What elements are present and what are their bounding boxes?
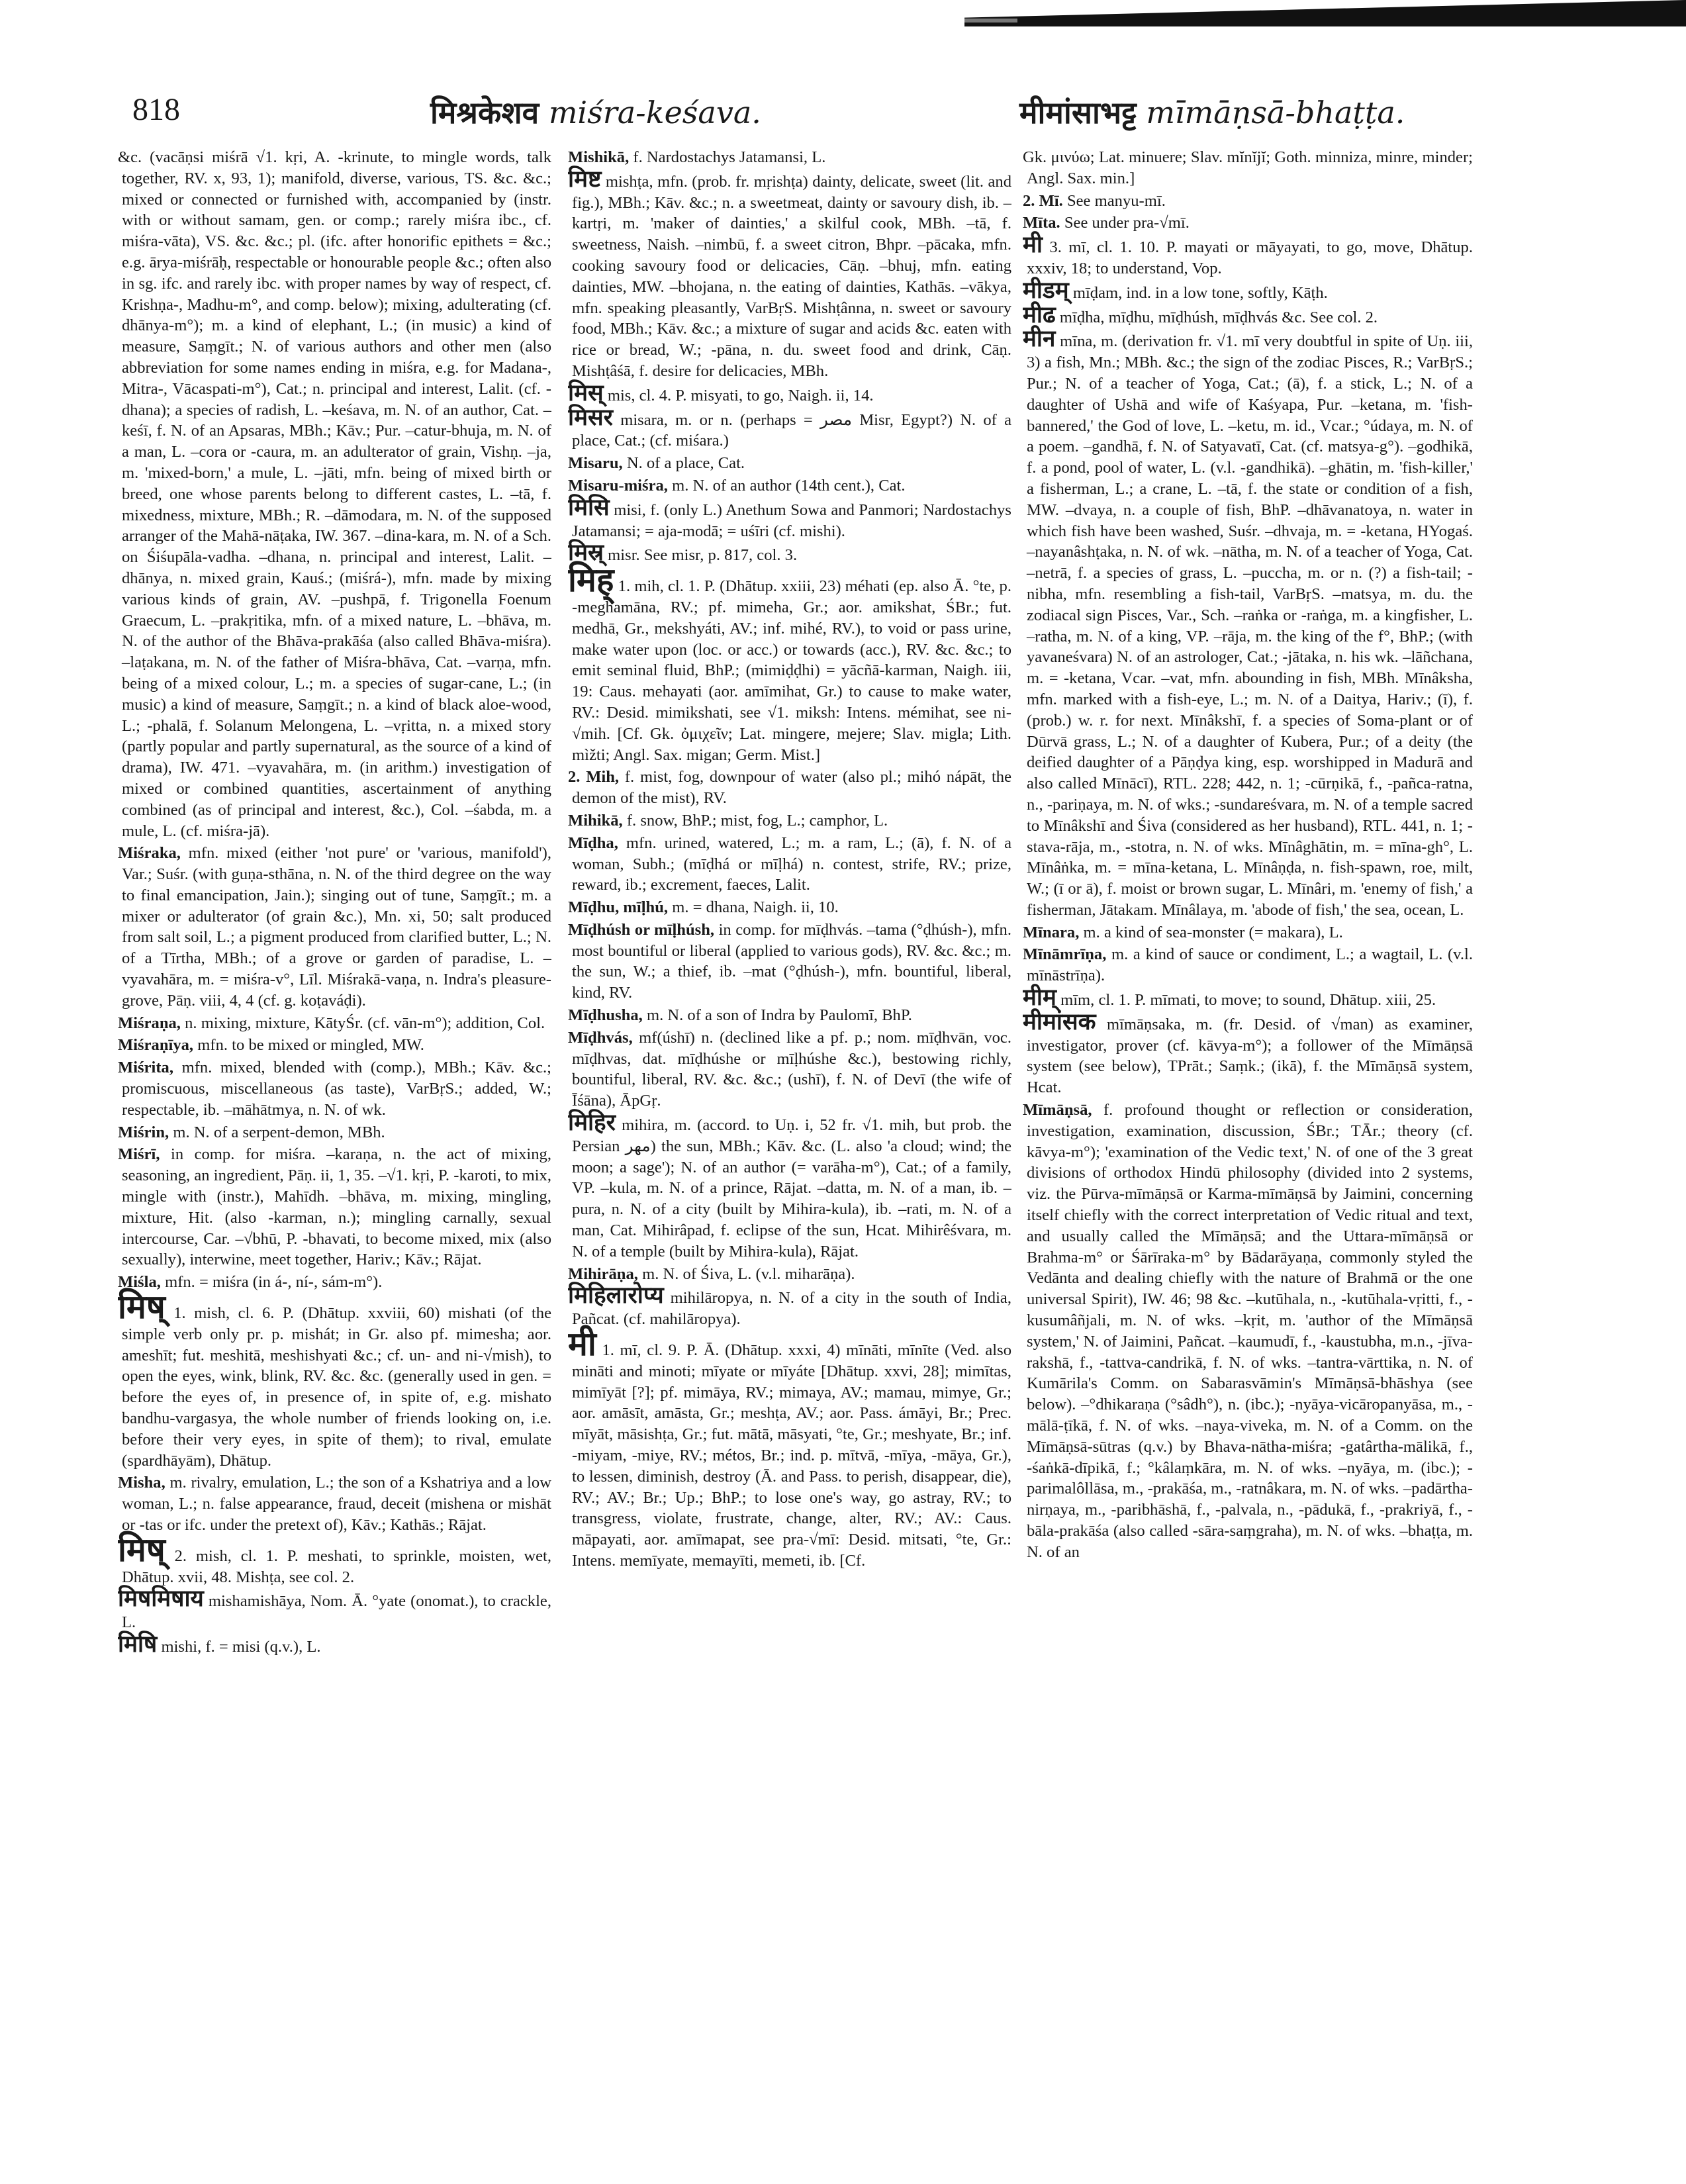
dictionary-entry (1023, 191, 1473, 212)
entry-text: m. = dhana, Naigh. ii, 10. (672, 898, 839, 917)
dictionary-entry (568, 540, 1011, 567)
entry-text: mishi, f. = misi (q.v.), L. (161, 1637, 321, 1656)
entry-text: n. mixing, mixture, KātyŚr. (cf. vān-m°); addition, Col. (185, 1014, 545, 1032)
dictionary-entry (118, 1272, 551, 1293)
headword: 2. Mī. (1023, 191, 1063, 210)
entry-text: mihira, m. (accord. to Uṇ. i, 52 fr. √1. mih, but prob. the Persian مهر) the sun, MBh.; Kāv. &c. (L. also 'a cloud; wind; the moon; a sage'); N. of an author (= varāha-m°), Cat.; of a family, VP. –kula, m. N. of a prince, Rājat. –datta, m. N. of a man, ib. –pura, n. N. of a city (built by Mihira-kula), ib. –rati, m. N. of a man, Cat. Mihirâpad, f. eclipse of the sun, Hcat. Mihirêśvara, m. N. of a temple (built by Mihira-kula), Rājat. (572, 1116, 1011, 1260)
dictionary-entry (1023, 1100, 1473, 1563)
entry-text: 1. mī, cl. 9. P. Ā. (Dhātup. xxxi, 4) mīnāti, mīnīte (Ved. also mināti and minoti; mīyate or mīyáte [Dhātup. xxvi, 28]; mimītas, mimīyāt [?]; pf. mimāya, RV.; mimaya, AV.; mamau, mimye, Gr.; aor. amāsīt, amāsta, Gr.; meshṭa, AV.; aor. Pass. ámāyi, Br.; Prec. mīyāt, māsishṭa, Gr.; fut. mātā, māsyati, °te, Gr.; meshyate, Br.; inf. -miyam, -miye, RV.; métos, Br.; ind. p. mītvā, -mīya, -māya, Gr.), to lessen, diminish, destroy (Ā. and Pass. to perish, disappear, die), RV.; AV.; Br.; Up.; BhP.; to lose one's way, go astray, RV.; to transgress, violate, frustrate, change, alter, RV.; AV.: Caus. māpayati, aor. amīmapat, see pra-√mī: Desid. mitsati, °te, Gr.: Intens. memīyate, memayīti, memeti, ib. [Cf. (572, 1341, 1011, 1570)
entry-text: mīm, cl. 1. P. mīmati, to move; to sound, Dhātup. xiii, 25. (1060, 991, 1436, 1010)
dictionary-entry (118, 1288, 551, 1471)
entry-text: 2. mish, cl. 1. P. meshati, to sprinkle, moisten, wet, Dhātup. xvii, 48. Mishṭa, see col. 2. (122, 1546, 551, 1586)
headword: Mīḍhvás, (568, 1028, 633, 1047)
entry-text: mishṭa, mfn. (prob. fr. mṛishṭa) dainty, delicate, sweet (lit. and fig.), MBh.; Kāv. &c.; n. a sweetmeat, dainty or savoury dish, ib. –kartṛi, m. 'maker of dainties,' a skilful cook, MBh. –tā, f. sweetness, Naish. –nimbū, f. a sweet citron, Bhpr. –pācaka, mfn. cooking savoury food or delicacies, Cāṇ. –bhuj, mfn. eating dainties, MW. –bhojana, n. the eating of dainties, Kathās. –vākya, mfn. speaking pleasantly, VarBṛS. Mishṭânna, n. sweet or savoury food, MBh.; Kāv. &c.; a mixture of sugar and acids &c. eaten with rice or bread, W.; -pāna, n. du. sweet food and drink, Cāṇ. Mishṭâśā, f. desire for delicacies, MBh. (572, 172, 1011, 380)
devanagari-headword: मिह् (568, 561, 614, 600)
devanagari-headword: मीडम् (1023, 277, 1069, 304)
dictionary-entry (568, 379, 1011, 406)
dictionary-entry (568, 1005, 1011, 1026)
entry-text: mfn. mixed, blended with (comp.), MBh.; Kāv. &c.; promiscuous, miscellaneous (as taste), VarBṛS.; added, W.; respectable, ib. –māhātmya, n. N. of wk. (122, 1059, 551, 1119)
devanagari-headword: मीम् (1023, 984, 1056, 1012)
dictionary-entry (118, 1013, 551, 1034)
headword: 2. Mih, (568, 768, 620, 786)
headword: Mīḍhusha, (568, 1006, 643, 1025)
entry-text: in comp. for miśra. –karaṇa, n. the act of mixing, seasoning, an ingredient, Pāṇ. ii, 1, 35. –√1. kṛi, P. -karoti, to mix, mingle with (instr.), Mahīdh. –bhāva, m. mixing, mingling, mixture, Hit. (also -karman, n.); mingling carnally, sexual intercourse, Car. –√bhū, P. -bhavati, to become mixed, mix (also sexually), interwine, meet together, Hariv.; Kāv.; Rājat. (122, 1145, 551, 1269)
left-guide-devanagari: मिश्रकेशव (430, 95, 539, 130)
dictionary-entry (118, 1122, 551, 1143)
dictionary-entry (568, 767, 1011, 809)
entry-text: m. N. of an author (14th cent.), Cat. (672, 476, 906, 495)
dictionary-entry (1023, 944, 1473, 986)
devanagari-headword: मी (1023, 232, 1043, 259)
devanagari-headword: मिषमिषाय (118, 1586, 204, 1613)
headword: Miśrita, (118, 1059, 174, 1077)
headword: Mīnāmrīṇa, (1023, 945, 1107, 964)
headword: Mīḍhu, mīḷhú, (568, 898, 669, 917)
entry-text: 1. mish, cl. 6. P. (Dhātup. xxviii, 60) mishati (of the simple verb only pr. p. mishát; in Gr. also pf. mimesha; aor. ameshīt; fut. meshitā, meshishyati &c.; cf. un- and ni-√mish), to open the eyes, wink, blink, RV. &c. &c. (generally used in gen. = before the eyes of, in presence of, in spite of, e.g. mishato bandhu-vargasya, the whole number of friends looking on, i.e. before their very eyes, in spite of them); to rival, emulate (spardhāyām), Dhātup. (122, 1304, 551, 1470)
entry-text: mf(úshī) n. (declined like a pf. p.; nom. mīḍhvān, voc. mīḍhvas, dat. mīḍhúshe or mīḷhúshe &c.), bestowing richly, bountiful, liberal, RV. &c. &c.; (ushī), f. N. of Devī (the wife of Īśāna), ĀpGṛ. (572, 1028, 1011, 1110)
headword: Mīmāṇsā, (1023, 1101, 1092, 1119)
dictionary-entry (568, 453, 1011, 474)
dictionary-entry (568, 1282, 1011, 1330)
entry-text: N. of a place, Cat. (626, 454, 745, 473)
dictionary-entry (568, 475, 1011, 497)
entry-text: m. N. of Śiva, L. (v.l. miharāṇa). (642, 1264, 855, 1283)
headword: Misha, (118, 1474, 165, 1492)
headword: Misaru-miśra, (568, 476, 668, 495)
dictionary-entry (1023, 147, 1473, 189)
left-guide-latin: miśra-keśava. (548, 95, 761, 130)
devanagari-headword: मीन (1023, 326, 1056, 353)
entry-text: mīmāṇsaka, m. (fr. Desid. of √man) as examiner, investigator, prover (cf. kāvya-m°); a follower of the Mīmāṇsā system (see below), TPrāt.; Saṃk.; (ikā), f. the Mīmāṇsā system, Hcat. (1027, 1015, 1473, 1097)
dictionary-entry (568, 920, 1011, 1004)
dictionary-entry (1023, 326, 1473, 920)
dictionary-entry (568, 810, 1011, 831)
devanagari-headword: मीमांसक (1023, 1008, 1096, 1035)
entry-text: f. snow, BhP.; mist, fog, L.; camphor, L. (626, 811, 888, 830)
headword: Mīḍha, (568, 833, 618, 852)
dictionary-entry (1023, 277, 1473, 304)
column-left (118, 147, 551, 2153)
dictionary-entry (568, 561, 1011, 765)
dictionary-entry (118, 1530, 551, 1588)
entry-text: mīna, m. (derivation fr. √1. mī very doubtful in spite of Uṇ. iii, 3) a fish, Mn.; MBh. &c.; the sign of the zodiac Pisces, R.; VarBṛS.; Pur.; N. of a teacher of Yoga, Cat.; (ā), f. a stick, L.; N. of a daughter of Ushā and wife of Kaśyapa, Pur. –ketana, m. 'fish-bannered,' the God of love, L. –ketu, m. id., Vcar.; °údaya, m. N. of a poem. –gandhā, f. N. of Satyavatī, Cat. (cf. matsya-g°). –godhikā, f. a pond, pool of water, L. (v.l. -gandhikā). –ghātin, m. 'fish-killer,' a fisherman, L.; a crane, L. –tā, f. the state or condition of a fish, MW. –dvaya, n. a couple of fish, BhP. –dhāvanatoya, n. water in which fish have been washed, Suśr. –dhvaja, m. = -ketana, HYogaś. –nayanâshṭaka, n. N. of wk. –nātha, m. N. of a teacher of Yoga, Cat. –netrā, f. a species of grass, L. –puccha, m. or n. (?) a fish-tail; -nibha, mfn. resembling a fish-tail, VarBṛS. –matsya, m. du. the zodiacal sign Pisces, Var., Sch. –raṅka or -raṅga, m. a kingfisher, L. –ratha, m. N. of a king, VP. –rāja, m. the king of the f°, BhP.; (with yavaneśvara) N. of an astrologer, Cat.; -jātaka, n. his wk. –lāñchana, m. = -ketana, Vcar. –vat, mfn. abounding in fish, MBh. Mīnâksha, mfn. marked with a fish-eye, L.; m. N. of a Daitya, Hariv.; (ī), f. (prob.) w. r. for next. Mīnâkshī, f. a species of Soma-plant or of Dūrvā grass, L.; N. of a daughter of Kubera, Pur.; of a deity (the deified daughter of a Pāṇḍya king, esp. worshipped in Madurā and also called Mīnācī), RTL. 228; 442, n. 1; -cūrṇikā, f., -pañca-ratna, n., -pariṇaya, m. N. of wks.; -sundareśvara, m. N. of a temple sacred to Mīnâkshī and Śiva (considered as her husband), RTL. 441, n. 1; -stava-rāja, m., -stotra, n. N. of wks. Mīnâghātin, m. = mīna-gh°, L. Mīnâṅka, m. = mīna-ketana, L. Mīnâṇḍa, n. fish-spawn, roe, milt, W.; (ī or ā), f. moist or brown sugar, L. Mīnâri, m. 'enemy of fish,' a fisherman, Jātakam. Mīnâlaya, m. 'abode of fish,' the sea, ocean, L. (1027, 332, 1473, 919)
dictionary-entry (118, 1631, 551, 1658)
headword: Mishikā, (568, 148, 630, 166)
entry-text: m. rivalry, emulation, L.; the son of a Kshatriya and a low woman, L.; n. false appearance, fraud, deceit (mishena or mishāt or -tas or ifc. under the pretext of), Kāv.; Kathās.; Rājat. (122, 1474, 551, 1534)
headword: Mīnara, (1023, 923, 1080, 941)
headword: Miśrin, (118, 1123, 169, 1141)
page-header (132, 91, 1456, 138)
dictionary-entry (568, 494, 1011, 542)
dictionary-entry (568, 166, 1011, 382)
devanagari-headword: मिहिर (568, 1110, 616, 1137)
devanagari-headword: मिसर (568, 404, 613, 431)
entry-text: mīḍam, ind. in a low tone, softly, Kāṭh. (1072, 283, 1328, 302)
headword: Miśraṇīya, (118, 1036, 194, 1055)
scan-edge-mark (964, 19, 1017, 23)
headword: Miśraṇa, (118, 1014, 181, 1032)
entry-text: m. a kind of sauce or condiment, L.; a wagtail, L. (v.l. mīnāstrīṇa). (1027, 945, 1473, 985)
entry-text: in comp. for mīḍhvás. –tama (°ḍhúsh-), mfn. most bountiful or liberal (applied to various gods), RV. &c. &c.; m. the sun, W.; a thief, ib. –mat (°ḍhúsh-), mfn. bountiful, liberal, kind, RV. (572, 920, 1011, 1002)
dictionary-entry (118, 1057, 551, 1120)
headword: Miśla, (118, 1273, 161, 1292)
devanagari-headword: मिस् (568, 379, 604, 406)
dictionary-entry (568, 833, 1011, 896)
dictionary-entry (568, 897, 1011, 918)
dictionary-entry (118, 1035, 551, 1056)
devanagari-headword: मिसि (568, 494, 610, 521)
entry-text: See under pra-√mī. (1064, 214, 1190, 232)
dictionary-entry (1023, 922, 1473, 943)
dictionary-entry (118, 1472, 551, 1535)
headword: Miśrī, (118, 1145, 160, 1164)
dictionary-entry (118, 1144, 551, 1270)
dictionary-entry (568, 1325, 1011, 1572)
dictionary-entry (1023, 213, 1473, 234)
dictionary-entry (118, 147, 551, 841)
dictionary-entry (568, 1264, 1011, 1285)
entry-text: misr. See misr, p. 817, col. 3. (608, 546, 798, 565)
entry-text: m. a kind of sea-monster (= makara), L. (1083, 923, 1343, 941)
entry-text: See manyu-mī. (1066, 191, 1166, 210)
entry-text: f. mist, fog, downpour of water (also pl.; mihó nápāt, the demon of the mist), RV. (572, 768, 1011, 808)
entry-text: f. profound thought or reflection or consideration, investigation, examination, discussion, ŚBr.; TĀr.; theory (cf. kāvya-m°); 'examination of the Vedic text,' N. of one of the 3 great divisions of orthodox Hindū philosophy (divided into 2 systems, viz. the Pūrva-mīmāṇsā or Karma-mīmāṇsā by Jaimini, concerning itself chiefly with the correct interpretation of Vedic ritual and text, and usually called the Mīmāṇsā; and the Uttara-mīmāṇsā or Brahma-m° or Śārīraka-m° by Bādarāyaṇa, commonly styled the Vedānta and dealing chiefly with the nature of Brahmā or the one universal Spirit), IW. 46; 98 &c. –kutūhala, n., -kutūhala-vṛitti, f., -kusumâñjali, m. N. of wks. –kṛit, m. 'author of the Mīmāṇsā system,' N. of Jaimini, Pañcat. –kaumudī, f., -kaustubha, m.n., -jīva-rakshā, f., -tattva-candrikā, f. N. of wks. –tantra-vārttika, n. N. of Kumārila's Comm. on Sabarasvāmin's Mīmāṇsā-bhāshya (see below). –°dhikaraṇa (°sâdh°), n. (ibc.); -nyāya-vicāropanyāsa, m., -mālā-ṭīkā, f. N. of wks. –naya-viveka, m. N. of a Comm. on the Mīmāṇsā-sūtras (q.v.) by Bhava-nātha-miśra; -gatârtha-mālikā, f., -śaṅkā-dīpikā, f.; °kâlaṃkāra, m. N. of wks. –nyāya, m. (ibc.); -parimalôllāsa, m., -prakāśa, m., -ratnâkara, m. N. of wks. –padārtha-nirṇaya, m., -paribhāshā, f., -palvala, n., -pādukā, f., -prakriyā, f., -bāla-prakāśa (also called -sāra-saṃgraha), m. N. of wks. –bhaṭṭa, m. N. of an (1027, 1101, 1473, 1561)
devanagari-headword: मिष्ट (568, 166, 602, 193)
devanagari-headword: मिष् (118, 1288, 165, 1327)
headword: Mihirāṇa, (568, 1264, 638, 1283)
devanagari-headword: मी (568, 1325, 596, 1364)
entry-text: mihilāropya, n. N. of a city in the south of India, Pañcat. (cf. mahilāropya). (572, 1289, 1011, 1329)
devanagari-headword: मिष् (118, 1530, 165, 1569)
entry-text: f. Nardostachys Jatamansi, L. (633, 148, 826, 166)
entry-text: 3. mī, cl. 1. 10. P. mayati or māyayati, to go, move, Dhātup. xxxiv, 18; to understand, Vop. (1027, 238, 1473, 277)
entry-text: mīḍha, mīḍhu, mīḍhúsh, mīḍhvás &c. See col. 2. (1059, 308, 1378, 326)
entry-text: 1. mih, cl. 1. P. (Dhātup. xxiii, 23) méhati (ep. also Ā. °te, p. -meghamāna, RV.; pf. mimeha, Gr.; aor. amikshat, ŚBr.; fut. medhā, Gr., mekshyáti, AV.; inf. mihé, RV.), to void or pass urine, make water upon (loc. or acc.) or towards (acc.), RV. &c. &c.; to emit seminal fluid, BhP.; (mimiḍḍhi) = yācñā-karman, Naigh. iii, 19: Caus. mehayati (aor. amīmihat, Gr.) to cause to make water, RV.: Desid. mimikshati, see √1. miksh: Intens. mémihat, see ni-√mih. [Cf. Gk. ὀμιχεῖν; Lat. mingere, mejere; Slav. migla; Lith. mìžti; Angl. Sax. migan; Germ. Mist.] (572, 577, 1011, 764)
left-guide-word (430, 91, 761, 132)
right-guide-latin: mīmāṇsā-bhaṭṭa. (1146, 95, 1405, 130)
entry-text: mfn. urined, watered, L.; m. a ram, L.; (ā), f. N. of a woman, Subh.; (mīḍhá or mīḷhá) n. contest, strife, RV.; prize, reward, ib.; excrement, faeces, Lalit. (572, 833, 1011, 894)
dictionary-entry (1023, 984, 1473, 1012)
entry-text: mfn. to be mixed or mingled, MW. (197, 1036, 424, 1055)
dictionary-entry (568, 1110, 1011, 1262)
dictionary-entry (1023, 1008, 1473, 1098)
column-right (1023, 147, 1473, 2153)
dictionary-entry (568, 147, 1011, 168)
entry-text: m. N. of a son of Indra by Paulomī, BhP. (646, 1006, 912, 1025)
scan-edge-shadow (964, 0, 1686, 26)
page-number: 818 (132, 92, 180, 127)
dictionary-entry (1023, 301, 1473, 328)
entry-text: mfn. mixed (either 'not pure' or 'various, manifold'), Var.; Suśr. (with guṇa-sthāna, n. N. of the third degree on the way to final emancipation, Jain.); singing out of tune, Saṃgīt.; m. a mixer or adulterator (of grain &c.), Mn. xi, 50; salt produced from salt soil, L.; a pigment produced from clarified butter, L.; N. of a Tīrtha, MBh.; of a grove or garden of paradise, L. –vyavahāra, m. = miśra-v°, Līl. Miśrakā-vaṇa, n. Indra's pleasure-grove, Pāṇ. viii, 4, 4 (cf. g. koṭaváḍi). (122, 844, 551, 1010)
entry-text: misi, f. (only L.) Anethum Sowa and Panmori; Nardostachys Jatamansi; = aja-modā; = uśīri (cf. mishi). (572, 500, 1011, 540)
right-guide-devanagari: मीमांसाभट्ट (1019, 95, 1137, 130)
headword: Mihikā, (568, 811, 623, 830)
headword: Misaru, (568, 454, 623, 473)
entry-text: mishamishāya, Nom. Ā. °yate (onomat.), to crackle, L. (122, 1592, 551, 1632)
headword: Miśraka, (118, 844, 181, 863)
column-middle (568, 147, 1011, 2153)
devanagari-headword: मिस्र् (568, 540, 604, 567)
scan-edge-band (964, 0, 1686, 26)
headword: Mīḍhúsh or mīḷhúsh, (568, 920, 715, 939)
entry-text: mfn. = miśra (in á-, ní-, sám-m°). (165, 1273, 383, 1292)
dictionary-entry (1023, 232, 1473, 279)
right-guide-word (1019, 91, 1405, 132)
entry-text: misara, m. or n. (perhaps = مصر Misr, Egypt?) N. of a place, Cat.; (cf. miśara.) (572, 410, 1011, 450)
devanagari-headword: मीढ (1023, 301, 1056, 328)
entry-text: &c. (vacāṇsi miśrā √1. kṛi, A. -krinute, to mingle words, talk together, RV. x, 93, 1); manifold, diverse, various, TS. &c. &c.; mixed or connected or furnished with, accompanied by (instr. with or without samam, gen. or comp.; rarely miśra ibc., cf. miśra-vāta), VS. &c. &c.; pl. (ifc. after honorific epithets = &c.; e.g. ārya-miśrāḥ, respectable or honourable people &c.; often also in sg. ifc. and rarely ibc. with proper names by way of respect, cf. Krishṇa-, Madhu-m°, and comp. below); mixing, adulterating (cf. dhānya-m°); m. a kind of elephant, L.; (in music) a kind of measure, Saṃgīt.; N. of various authors and other men (also abbreviation for some names ending in miśra, e.g. for Madana-, Mitra-, Vācaspati-m°), Cat.; n. principal and interest, Lalit. (cf. -dhana); a species of radish, L. –keśava, m. N. of an author, Cat. –keśī, f. N. of an Apsaras, MBh.; Kāv.; Pur. –catur-bhuja, m. N. of a man, L. –cora or -caura, m. an adulterator of grain, Vishṇ. –ja, m. 'mixed-born,' a mule, L. –jāti, mfn. being of mixed birth or breed, one whose parents belong to different castes, L. –tā, f. mixedness, mixture, MBh.; R. –dāmodara, m. N. of the supposed arranger of the Mahā-nāṭaka, IW. 367. –dina-kara, m. N. of a Sch. on Śiśupāla-vadha. –dhana, n. principal and interest, Lalit. –dhānya, n. mixed grain, Kauś.; (miśrá-), mfn. made by mixing various kinds of grain, AV. –pushpā, f. Trigonella Foenum Graecum, L. –prakṛitika, mfn. of a mixed nature, L. –bhāva, m. N. of the author of the Bhāva-prakāśa (also called Bhāva-miśra). –laṭakana, m. N. of the father of Miśra-bhāva, Cat. –varṇa, mfn. being of a mixed colour, L.; m. a species of sugar-cane, L.; (in music) a kind of measure, Saṃgīt.; n. a kind of black aloe-wood, L.; -phalā, f. Solanum Melongena, L. –vṛitta, n. a mixed story (partly popular and partly supernatural, as the source of a kind of drama), IW. 471. –vyavahāra, m. (in arithm.) investigation of mixed or combined quantities, ascertainment of anything combined (as of principal and interest, &c.), Col. –śabda, m. a mule, L. (cf. miśra-jā). (118, 148, 551, 840)
dictionary-entry (568, 404, 1011, 452)
dictionary-entry (118, 1586, 551, 1633)
devanagari-headword: मिषि (118, 1631, 158, 1658)
entry-text: Gk. μινύω; Lat. minuere; Slav. mĭnĭjĭ; Goth. minniza, minre, minder; Angl. Sax. min.] (1023, 148, 1473, 187)
entry-text: m. N. of a serpent-demon, MBh. (173, 1123, 385, 1141)
headword: Mīta. (1023, 214, 1060, 232)
dictionary-entry (568, 1027, 1011, 1112)
devanagari-headword: मिहिलारोप्य (568, 1282, 664, 1309)
dictionary-entry (118, 843, 551, 1011)
entry-text: mis, cl. 4. P. misyati, to go, Naigh. ii, 14. (607, 386, 874, 404)
